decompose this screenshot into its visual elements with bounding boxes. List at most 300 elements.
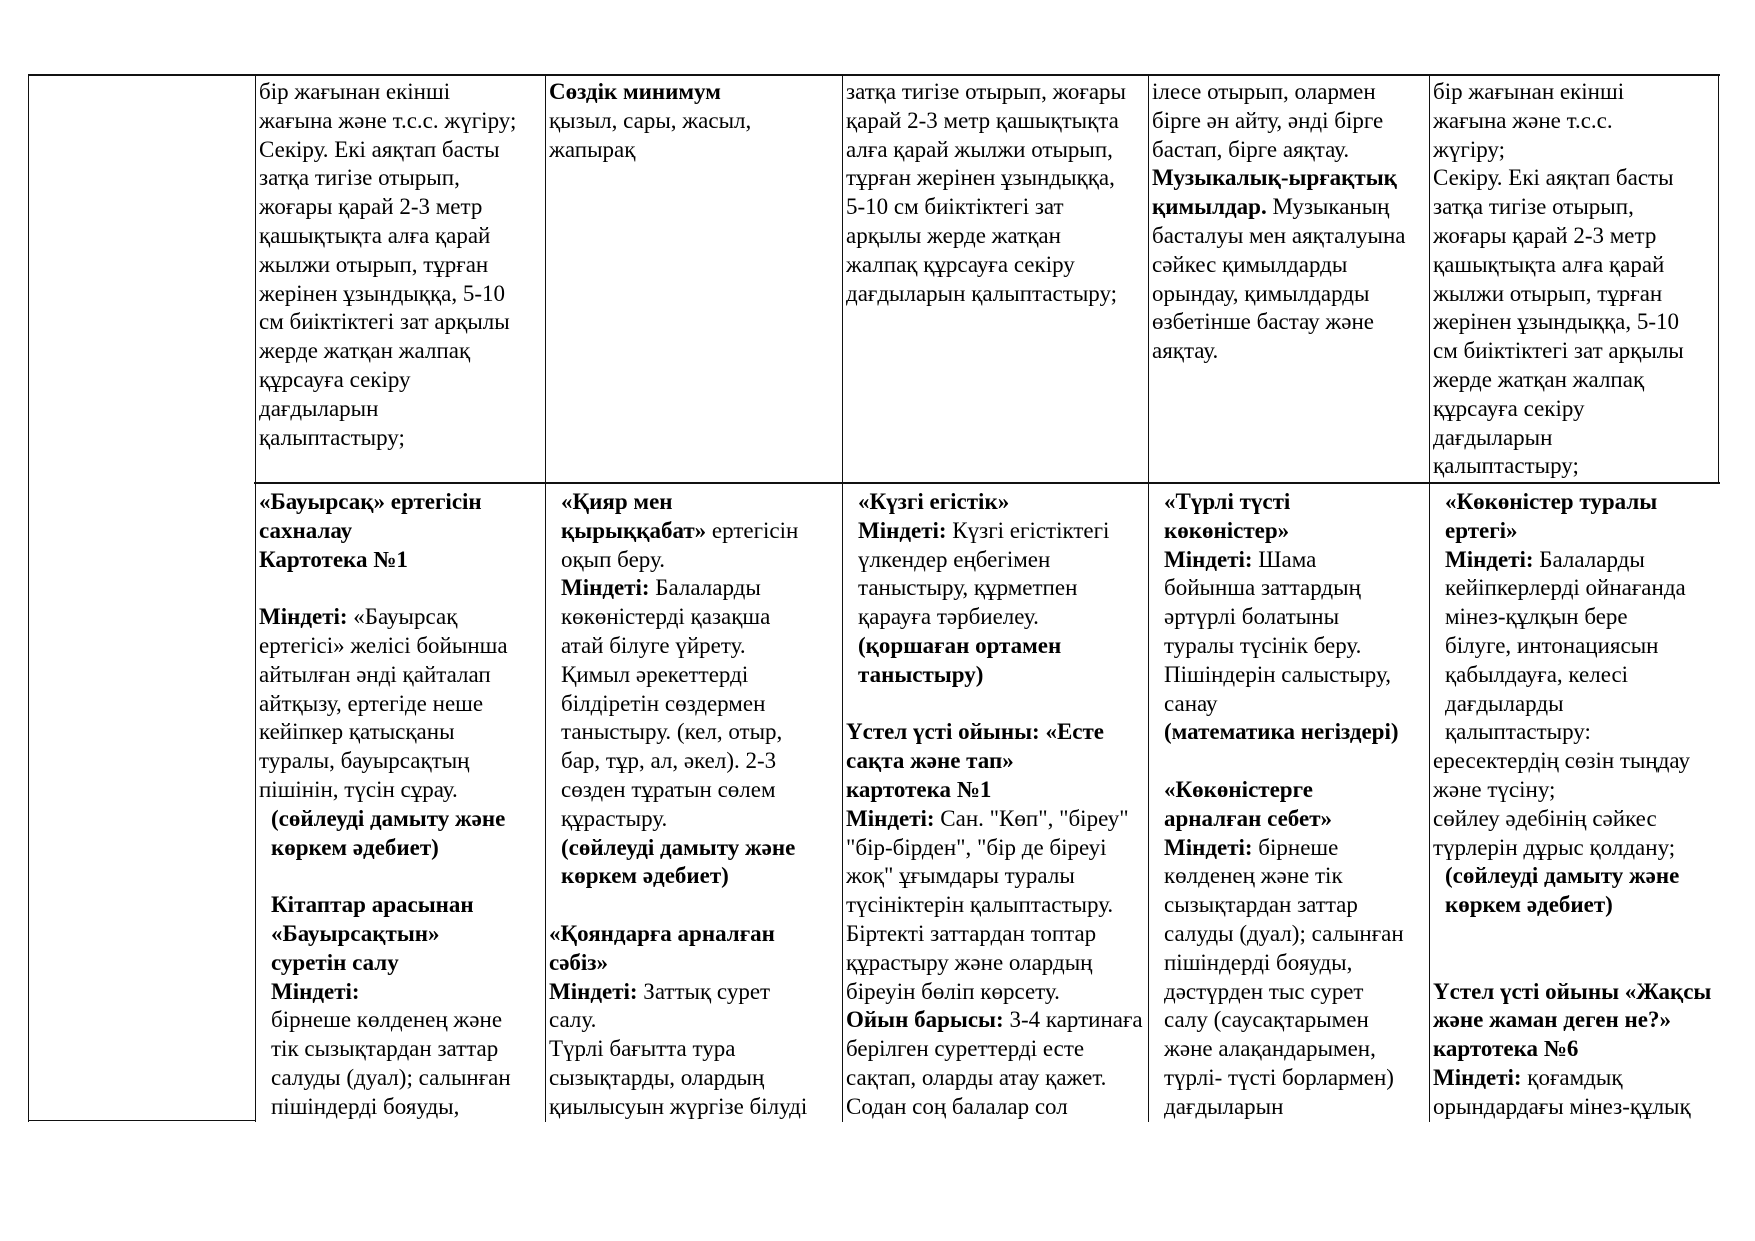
text-line	[259, 308, 545, 337]
text-line	[1433, 424, 1718, 453]
bold-text: Міндеті:	[858, 517, 947, 543]
text-line	[1152, 978, 1428, 1007]
text-run: жалпақ құрсауға секіру	[846, 251, 1075, 277]
bold-text: картотека №1	[846, 776, 992, 802]
text-line	[846, 1035, 1148, 1064]
table-cell	[846, 78, 1148, 480]
bold-text: таныстыру)	[858, 661, 984, 687]
text-line	[1433, 164, 1718, 193]
text-line	[549, 136, 841, 165]
text-line	[1433, 1093, 1720, 1120]
text-run: см биіктіктегі зат арқылы	[1433, 338, 1684, 364]
text-line	[259, 193, 545, 222]
text-line	[259, 251, 545, 280]
schedule-table	[28, 74, 1720, 1126]
text-run: мінез-құлқын бере	[1445, 604, 1628, 630]
text-line	[1152, 661, 1428, 690]
text-line	[549, 747, 841, 776]
text-run: тік сызықтардан заттар	[271, 1036, 499, 1062]
text-run: әртүрлі болатыны	[1164, 604, 1340, 630]
text-line	[846, 164, 1148, 193]
text-line	[1433, 574, 1720, 603]
text-run: қиылысуын жүргізе білуді	[549, 1093, 808, 1119]
text-line	[846, 193, 1148, 222]
text-line	[1433, 603, 1720, 632]
text-run: берілген суреттерді есте	[846, 1036, 1085, 1062]
text-line	[549, 632, 841, 661]
text-line	[1433, 337, 1718, 366]
text-line	[259, 1064, 545, 1093]
text-line	[1433, 1035, 1720, 1064]
text-run: құрастыру.	[561, 805, 668, 831]
text-line	[259, 280, 545, 309]
text-run: қашықтықта алға қарай	[1433, 251, 1665, 277]
bold-text: сақта және тап»	[846, 748, 1014, 774]
text-line	[549, 920, 841, 949]
text-line	[549, 574, 841, 603]
text-run: Балаларды	[1533, 546, 1645, 572]
bold-text: қимылдар.	[1152, 194, 1267, 220]
text-line	[1433, 308, 1718, 337]
text-run: сөйлеу әдебінің сәйкес	[1433, 805, 1657, 831]
text-run: орындау, қимылдарды	[1152, 280, 1370, 306]
text-run: айтқызу, ертегіде неше	[259, 690, 484, 716]
text-run: Күзгі егістіктегі	[946, 517, 1110, 543]
text-line	[846, 776, 1148, 805]
text-line	[1433, 107, 1718, 136]
text-line	[846, 517, 1148, 546]
text-line	[846, 574, 1148, 603]
text-run: құрастыру және олардың	[846, 949, 1093, 975]
text-line	[549, 603, 841, 632]
bold-text: Міндеті:	[259, 604, 348, 630]
text-run: көкөністерді қазақша	[561, 604, 771, 630]
text-line	[259, 1006, 545, 1035]
text-line	[1152, 574, 1428, 603]
text-line	[846, 891, 1148, 920]
text-run: бір жағынан екінші	[1433, 79, 1625, 104]
text-run: сөзден тұратын сөлем	[561, 776, 776, 802]
bold-text: «Көкөністерге	[1164, 776, 1313, 802]
bold-text: суретін салу	[271, 949, 399, 975]
text-run: дағдыларын қалыптастыру;	[846, 280, 1118, 306]
bold-text: (математика негіздері)	[1164, 719, 1399, 745]
text-line	[846, 632, 1148, 661]
text-run: пішінін, түсін сұрау.	[259, 776, 458, 802]
text-run: және түсіну;	[1433, 776, 1556, 802]
text-run: дағдыларын	[1164, 1093, 1284, 1119]
text-run: ілесе отырып, олармен	[1152, 79, 1376, 104]
text-run: затқа тигізе отырып, жоғары	[846, 79, 1126, 104]
text-line	[1152, 164, 1428, 193]
text-line	[1152, 632, 1428, 661]
text-line	[549, 1006, 841, 1035]
text-run: алға қарай жылжи отырып,	[846, 136, 1113, 162]
text-run: 5-10 см биіктіктегі зат	[846, 194, 1064, 220]
text-line	[1433, 222, 1718, 251]
text-run: Заттық сурет	[637, 978, 771, 1004]
text-line	[1152, 1093, 1428, 1120]
text-line	[259, 366, 545, 395]
text-run: жерінен ұзындыққа, 5-10	[1433, 309, 1679, 335]
text-line	[549, 718, 841, 747]
text-run: бойынша заттардың	[1164, 575, 1361, 601]
text-line	[1433, 661, 1720, 690]
text-line	[846, 546, 1148, 575]
table-cell	[259, 488, 545, 1120]
text-line	[1433, 546, 1720, 575]
text-line	[259, 805, 545, 834]
bold-text: көркем әдебиет)	[561, 863, 729, 889]
text-line	[846, 488, 1148, 517]
text-line	[846, 603, 1148, 632]
text-line	[846, 747, 1148, 776]
text-run: кейіпкер қатысқаны	[259, 719, 455, 745]
text-line	[259, 776, 545, 805]
text-run: құрсауға секіру	[1433, 395, 1585, 421]
text-line	[549, 949, 841, 978]
table-cell	[549, 488, 841, 1120]
bold-text: Сөздік минимум	[549, 79, 721, 104]
text-run: қоғамдық	[1521, 1064, 1623, 1090]
text-run: қалыптастыру;	[1433, 453, 1579, 479]
text-line	[549, 834, 841, 863]
text-run: қызыл, сары, жасыл,	[549, 107, 752, 133]
table-cell	[549, 78, 841, 480]
text-line	[846, 107, 1148, 136]
text-line	[1433, 632, 1720, 661]
text-run: сақтап, оларды атау қажет.	[846, 1064, 1107, 1090]
text-run: Секіру. Екі аяқтап басты	[259, 136, 500, 162]
text-run: Түрлі бағытта тура	[549, 1036, 736, 1062]
text-line	[1433, 718, 1720, 747]
table-cell	[259, 78, 545, 480]
text-line	[259, 1035, 545, 1064]
bold-text: қырыққабат»	[561, 517, 707, 543]
row-divider	[254, 482, 1720, 484]
text-line	[259, 661, 545, 690]
text-run: салуды (дуал); салынған	[271, 1064, 511, 1090]
text-line	[1152, 280, 1428, 309]
text-run: бірнеше көлденең және	[271, 1007, 503, 1033]
text-line	[549, 1035, 841, 1064]
bold-text: Міндеті:	[1445, 546, 1534, 572]
column-divider	[545, 74, 546, 1122]
text-run: оқып беру.	[561, 546, 665, 572]
text-run: бастап, бірге аяқтау.	[1152, 136, 1350, 162]
text-line	[846, 661, 1148, 690]
text-run: жылжи отырып, тұрған	[259, 251, 489, 277]
text-run: жоқ" ұғымдары туралы	[846, 863, 1075, 889]
text-run: жоғары қарай 2-3 метр	[259, 194, 483, 220]
text-line	[1433, 776, 1720, 805]
table-cell	[1152, 488, 1428, 1120]
text-line	[259, 632, 545, 661]
text-line	[1433, 1006, 1720, 1035]
text-run: сәйкес қимылдарды	[1152, 251, 1348, 277]
text-line	[259, 978, 545, 1007]
bold-text: ертегі»	[1445, 517, 1518, 543]
text-line	[1433, 78, 1718, 107]
bold-text: сәбіз»	[549, 949, 609, 975]
text-line	[846, 862, 1148, 891]
text-line	[846, 136, 1148, 165]
text-run: дәстүрден тыс сурет	[1164, 978, 1364, 1004]
text-line	[549, 978, 841, 1007]
text-line	[1152, 193, 1428, 222]
text-line	[1152, 920, 1428, 949]
bold-text: Міндеті:	[846, 805, 935, 831]
text-line	[549, 107, 841, 136]
text-run: жерде жатқан жалпақ	[1433, 366, 1645, 392]
text-run: таныстыру. (кел, отыр,	[561, 719, 783, 745]
text-line	[259, 949, 545, 978]
text-run: «Бауырсақ	[347, 604, 458, 630]
text-line	[549, 1093, 841, 1120]
text-run: қалыптастыру:	[1445, 719, 1591, 745]
text-run: ертегісі» желісі бойынша	[259, 632, 508, 658]
text-line	[259, 136, 545, 165]
bold-text: сахналау	[259, 517, 353, 543]
text-run: біреуін бөліп көрсету.	[846, 978, 1060, 1004]
text-run: пішіндерді бояуды,	[1164, 949, 1353, 975]
bold-text: Міндеті:	[271, 978, 360, 1004]
text-run: салу.	[549, 1007, 597, 1033]
text-run: таныстыру, құрметпен	[858, 575, 1078, 601]
text-line	[846, 78, 1148, 107]
bold-text: «Күзгі егістік»	[858, 489, 1010, 514]
bold-text: Ойын барысы:	[846, 1007, 1004, 1033]
text-run: ересектердің сөзін тыңдау	[1433, 748, 1690, 774]
bold-text: Үстел үсті ойыны: «Есте	[846, 719, 1105, 745]
text-run: түрлі- түсті борлармен)	[1164, 1064, 1394, 1090]
bold-text: Міндеті:	[1164, 834, 1253, 860]
text-line	[1152, 891, 1428, 920]
text-line	[259, 603, 545, 632]
text-run: "бір-бірден", "бір де біреуі	[846, 834, 1107, 860]
text-line	[1433, 978, 1720, 1007]
text-line	[1433, 366, 1718, 395]
bold-text: Үстел үсті ойыны «Жақсы	[1433, 978, 1712, 1004]
table-cell	[1433, 488, 1720, 1120]
text-run: санау	[1164, 690, 1218, 716]
text-line	[1433, 862, 1720, 891]
text-run: жылжи отырып, тұрған	[1433, 280, 1663, 306]
text-line	[1152, 949, 1428, 978]
bold-text: Міндеті:	[1433, 1064, 1522, 1090]
text-run: түрлерін дұрыс қолдану;	[1433, 834, 1676, 860]
text-run: білуге, интонациясын	[1445, 632, 1659, 658]
text-run: Шама	[1252, 546, 1317, 572]
text-line	[259, 395, 545, 424]
bold-text: көркем әдебиет)	[1445, 892, 1613, 918]
table-left-border	[28, 74, 29, 1122]
text-run: бірнеше	[1252, 834, 1339, 860]
text-line	[846, 1006, 1148, 1035]
bold-text: Міндеті:	[549, 978, 638, 1004]
text-line	[259, 222, 545, 251]
text-line	[1433, 805, 1720, 834]
text-run: басталуы мен аяқталуына	[1152, 222, 1406, 248]
text-line	[1152, 1035, 1428, 1064]
text-line	[549, 690, 841, 719]
text-run: өзбетінше бастау және	[1152, 309, 1374, 335]
text-line	[1152, 488, 1428, 517]
text-line	[846, 949, 1148, 978]
text-line	[549, 862, 841, 891]
text-run: пішіндерді бояуды,	[271, 1093, 460, 1119]
bold-text: «Көкөністер туралы	[1445, 489, 1658, 514]
text-line	[549, 776, 841, 805]
text-line	[1433, 251, 1718, 280]
text-line	[1152, 136, 1428, 165]
text-run: жағына және т.с.с. жүгіру;	[259, 107, 517, 133]
bold-text: картотека №6	[1433, 1036, 1579, 1062]
text-line	[549, 661, 841, 690]
text-line	[259, 546, 545, 575]
text-line	[549, 78, 841, 107]
text-run: жағына және т.с.с.	[1433, 107, 1613, 133]
text-run: аяқтау.	[1152, 338, 1219, 364]
text-run: Секіру. Екі аяқтап басты	[1433, 165, 1674, 191]
table-top-border	[28, 74, 1720, 76]
text-run: құрсауға секіру	[259, 366, 411, 392]
text-run: бір жағынан екінші	[259, 79, 451, 104]
text-run: қарай 2-3 метр қашықтықта	[846, 107, 1119, 133]
text-run: айтылған әнді қайталап	[259, 661, 491, 687]
text-run: орындардағы мінез-құлық	[1433, 1093, 1691, 1119]
text-line	[259, 78, 545, 107]
text-line	[259, 891, 545, 920]
text-line	[1152, 1064, 1428, 1093]
text-line	[1152, 862, 1428, 891]
text-line	[1152, 805, 1428, 834]
text-line	[1433, 193, 1718, 222]
bold-text: (сөйлеуді дамыту және	[271, 805, 506, 831]
text-run: Сан. "Көп", "біреу"	[934, 805, 1129, 831]
text-run: дағдыларын	[259, 395, 379, 421]
text-run: бірге ән айту, әнді бірге	[1152, 107, 1384, 133]
text-line	[1433, 136, 1718, 165]
text-line	[846, 834, 1148, 863]
table-cell	[1433, 78, 1718, 482]
text-run: арқылы жерде жатқан	[846, 222, 1061, 248]
text-run: жерде жатқан жалпақ	[259, 338, 471, 364]
text-run: салу (саусақтарымен	[1164, 1007, 1369, 1033]
text-line	[1152, 308, 1428, 337]
bold-text: және жаман деген не?»	[1433, 1007, 1671, 1033]
text-run: кейіпкерлерді ойнағанда	[1445, 575, 1686, 601]
text-line	[1152, 776, 1428, 805]
table-right-border	[1718, 74, 1719, 484]
bold-text: Міндеті:	[1164, 546, 1253, 572]
text-run: қашықтықта алға қарай	[259, 222, 491, 248]
text-run: салуды (дуал); салынған	[1164, 920, 1404, 946]
bold-text: көкөністер»	[1164, 517, 1290, 543]
text-run: Содан соң балалар сол	[846, 1093, 1068, 1119]
text-line	[259, 862, 545, 891]
text-run: түсініктерін қалыптастыру.	[846, 892, 1114, 918]
text-run: қалыптастыру;	[259, 424, 405, 450]
text-line	[259, 517, 545, 546]
bold-text: Картотека №1	[259, 546, 408, 572]
text-line	[1152, 251, 1428, 280]
text-run: затқа тигізе отырып,	[259, 165, 460, 191]
bold-text: Кітаптар арасынан	[271, 892, 474, 918]
column-divider	[842, 74, 843, 1122]
text-line	[846, 222, 1148, 251]
bold-text: «Бауырсақтын»	[271, 920, 440, 946]
text-line	[1152, 337, 1428, 366]
text-line	[259, 718, 545, 747]
text-line	[259, 107, 545, 136]
text-line	[846, 978, 1148, 1007]
text-line	[846, 805, 1148, 834]
text-line	[1152, 747, 1428, 776]
text-line	[1433, 1064, 1720, 1093]
text-line	[1152, 78, 1428, 107]
table-cell	[846, 488, 1148, 1120]
text-line	[259, 574, 545, 603]
text-line	[549, 805, 841, 834]
text-run: 3-4 картинаға	[1003, 1007, 1143, 1033]
text-line	[846, 280, 1148, 309]
bold-text: «Бауырсақ» ертегісін	[259, 489, 482, 514]
text-run: Музыканың	[1266, 194, 1390, 220]
bold-text: көркем әдебиет)	[271, 834, 439, 860]
text-run: білдіретін сөздермен	[561, 690, 766, 716]
column-divider	[1429, 74, 1430, 1122]
text-run: дағдыларын	[1433, 424, 1553, 450]
text-run: көлденең және тік	[1164, 863, 1343, 889]
text-run: тұрған жерінен ұзындыққа,	[846, 165, 1115, 191]
text-line	[846, 690, 1148, 719]
text-run: бар, тұр, ал, әкел). 2-3	[561, 748, 777, 774]
text-line	[259, 747, 545, 776]
text-line	[846, 920, 1148, 949]
text-line	[1152, 222, 1428, 251]
text-line	[1433, 920, 1720, 949]
text-line	[1433, 690, 1720, 719]
text-line	[1152, 603, 1428, 632]
text-run: туралы түсінік беру.	[1164, 632, 1362, 658]
bold-text: Міндеті:	[561, 575, 650, 601]
text-line	[846, 1093, 1148, 1120]
text-run: туралы, бауырсақтың	[259, 748, 470, 774]
text-line	[1433, 517, 1720, 546]
bold-text: (сөйлеуді дамыту және	[561, 834, 796, 860]
text-line	[549, 517, 841, 546]
text-line	[1152, 690, 1428, 719]
text-line	[1433, 395, 1718, 424]
text-line	[549, 891, 841, 920]
text-run: см биіктіктегі зат арқылы	[259, 309, 510, 335]
text-run: сызықтарды, олардың	[549, 1064, 765, 1090]
text-line	[1152, 546, 1428, 575]
text-line	[259, 337, 545, 366]
text-run: жерінен ұзындыққа, 5-10	[259, 280, 505, 306]
column-divider	[255, 74, 256, 1122]
bold-text: «Түрлі түсті	[1164, 489, 1291, 514]
text-run: қарауға тәрбиелеу.	[858, 604, 1039, 630]
text-run: Пішіндерін салыстыру,	[1164, 661, 1391, 687]
text-line	[259, 424, 545, 453]
text-line	[1433, 949, 1720, 978]
text-run: затқа тигізе отырып,	[1433, 194, 1634, 220]
text-line	[259, 920, 545, 949]
text-run: жүгіру;	[1433, 136, 1505, 162]
bold-text: «Қояндарға арналған	[549, 920, 775, 946]
